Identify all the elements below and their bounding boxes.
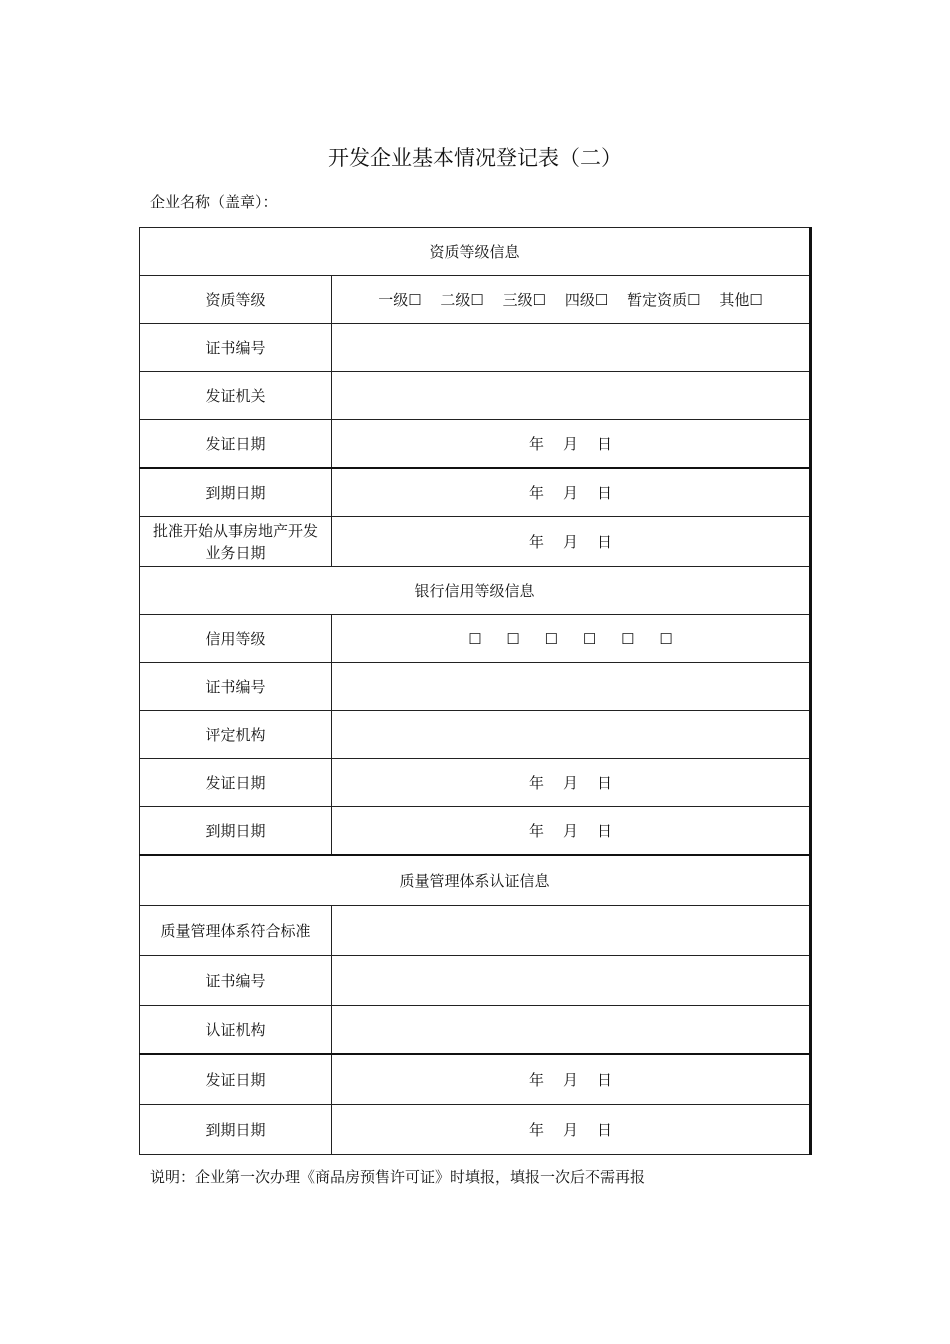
quality-expiry-date-label: 到期日期 xyxy=(140,1105,332,1155)
level-option-1[interactable]: 一级☐ xyxy=(378,290,422,309)
year-label: 年 xyxy=(528,1120,544,1139)
qualification-issue-date-label: 发证日期 xyxy=(140,420,332,469)
quality-cert-no-field[interactable] xyxy=(332,956,811,1006)
credit-level-options xyxy=(332,615,811,663)
day-label: 日 xyxy=(596,434,612,453)
credit-issue-date-label: 发证日期 xyxy=(140,759,332,807)
qualification-header: 资质等级信息 xyxy=(140,228,811,276)
credit-cert-no-label: 证书编号 xyxy=(140,663,332,711)
credit-cert-row xyxy=(140,663,811,711)
month-label: 月 xyxy=(562,483,578,502)
credit-checkbox[interactable]: ☐ xyxy=(621,629,635,648)
credit-rating-org-label: 评定机构 xyxy=(140,711,332,759)
year-label: 年 xyxy=(528,532,544,551)
quality-issue-date-label: 发证日期 xyxy=(140,1054,332,1105)
day-label: 日 xyxy=(596,483,612,502)
page-title: 开发企业基本情况登记表（二） xyxy=(328,146,622,170)
year-label: 年 xyxy=(528,1070,544,1089)
qualification-expiry-date-field[interactable] xyxy=(332,468,811,517)
month-label: 月 xyxy=(562,1070,578,1089)
credit-cert-no-field[interactable] xyxy=(332,663,811,711)
day-label: 日 xyxy=(596,1070,612,1089)
qualification-level-label: 资质等级 xyxy=(140,276,332,324)
section-header-row xyxy=(140,567,811,615)
approval-date-row xyxy=(140,517,811,567)
credit-expiry-date-label: 到期日期 xyxy=(140,807,332,856)
qualification-issuer-row xyxy=(140,372,811,420)
registration-table xyxy=(139,227,812,1155)
qualification-level-options xyxy=(332,276,811,324)
level-option-provisional[interactable]: 暂定资质☐ xyxy=(627,290,701,309)
credit-expiry-date-row xyxy=(140,807,811,856)
section-header-row xyxy=(140,228,811,276)
month-label: 月 xyxy=(562,532,578,551)
month-label: 月 xyxy=(562,773,578,792)
approval-date-label: 批准开始从事房地产开发业务日期 xyxy=(140,517,332,567)
quality-issue-date-field[interactable] xyxy=(332,1054,811,1105)
qualification-issuer-label: 发证机关 xyxy=(140,372,332,420)
credit-checkbox[interactable]: ☐ xyxy=(582,629,597,648)
qualification-issue-date-row xyxy=(140,420,811,469)
day-label: 日 xyxy=(596,773,612,792)
quality-standard-field[interactable] xyxy=(332,906,811,956)
credit-checkbox[interactable]: ☐ xyxy=(468,629,482,648)
level-option-2[interactable]: 二级☐ xyxy=(440,290,484,309)
level-option-4[interactable]: 四级☐ xyxy=(564,290,609,309)
quality-cert-org-label: 认证机构 xyxy=(140,1006,332,1055)
day-label: 日 xyxy=(596,532,612,551)
credit-level-row xyxy=(140,615,811,663)
approval-date-field[interactable] xyxy=(332,517,811,567)
credit-checkbox[interactable]: ☐ xyxy=(659,629,673,648)
day-label: 日 xyxy=(596,1120,612,1139)
month-label: 月 xyxy=(562,434,578,453)
company-name-label: 企业名称（盖章）： xyxy=(150,193,278,211)
credit-expiry-date-field[interactable] xyxy=(332,807,811,856)
credit-rating-org-field[interactable] xyxy=(332,711,811,759)
credit-level-label: 信用等级 xyxy=(140,615,332,663)
credit-rating-org-row xyxy=(140,711,811,759)
quality-issue-date-row xyxy=(140,1054,811,1105)
quality-standard-row xyxy=(140,906,811,956)
qualification-cert-no-label: 证书编号 xyxy=(140,324,332,372)
quality-cert-org-field[interactable] xyxy=(332,1006,811,1055)
qualification-cert-row xyxy=(140,324,811,372)
quality-expiry-date-field[interactable] xyxy=(332,1105,811,1155)
quality-expiry-date-row xyxy=(140,1105,811,1155)
quality-cert-org-row xyxy=(140,1006,811,1055)
day-label: 日 xyxy=(596,821,612,840)
credit-issue-date-field[interactable] xyxy=(332,759,811,807)
qualification-issue-date-field[interactable] xyxy=(332,420,811,469)
credit-issue-date-row xyxy=(140,759,811,807)
credit-checkbox[interactable]: ☐ xyxy=(506,629,520,648)
section-header-row xyxy=(140,855,811,906)
level-option-3[interactable]: 三级☐ xyxy=(502,290,547,309)
qualification-issuer-field[interactable] xyxy=(332,372,811,420)
qualification-expiry-date-row xyxy=(140,468,811,517)
year-label: 年 xyxy=(528,821,544,840)
quality-cert-no-label: 证书编号 xyxy=(140,956,332,1006)
level-option-other[interactable]: 其他☐ xyxy=(719,290,763,309)
month-label: 月 xyxy=(562,1120,578,1139)
footnote: 说明：企业第一次办理《商品房预售许可证》时填报，填报一次后不需再报 xyxy=(150,1168,646,1186)
year-label: 年 xyxy=(528,434,544,453)
bank-credit-header: 银行信用等级信息 xyxy=(140,567,811,615)
credit-checkbox[interactable]: ☐ xyxy=(544,629,559,648)
year-label: 年 xyxy=(528,773,544,792)
qualification-cert-no-field[interactable] xyxy=(332,324,811,372)
qualification-level-row xyxy=(140,276,811,324)
quality-standard-label: 质量管理体系符合标准 xyxy=(140,906,332,956)
month-label: 月 xyxy=(562,821,578,840)
year-label: 年 xyxy=(528,483,544,502)
quality-header: 质量管理体系认证信息 xyxy=(140,855,811,906)
qualification-expiry-date-label: 到期日期 xyxy=(140,468,332,517)
quality-cert-row xyxy=(140,956,811,1006)
